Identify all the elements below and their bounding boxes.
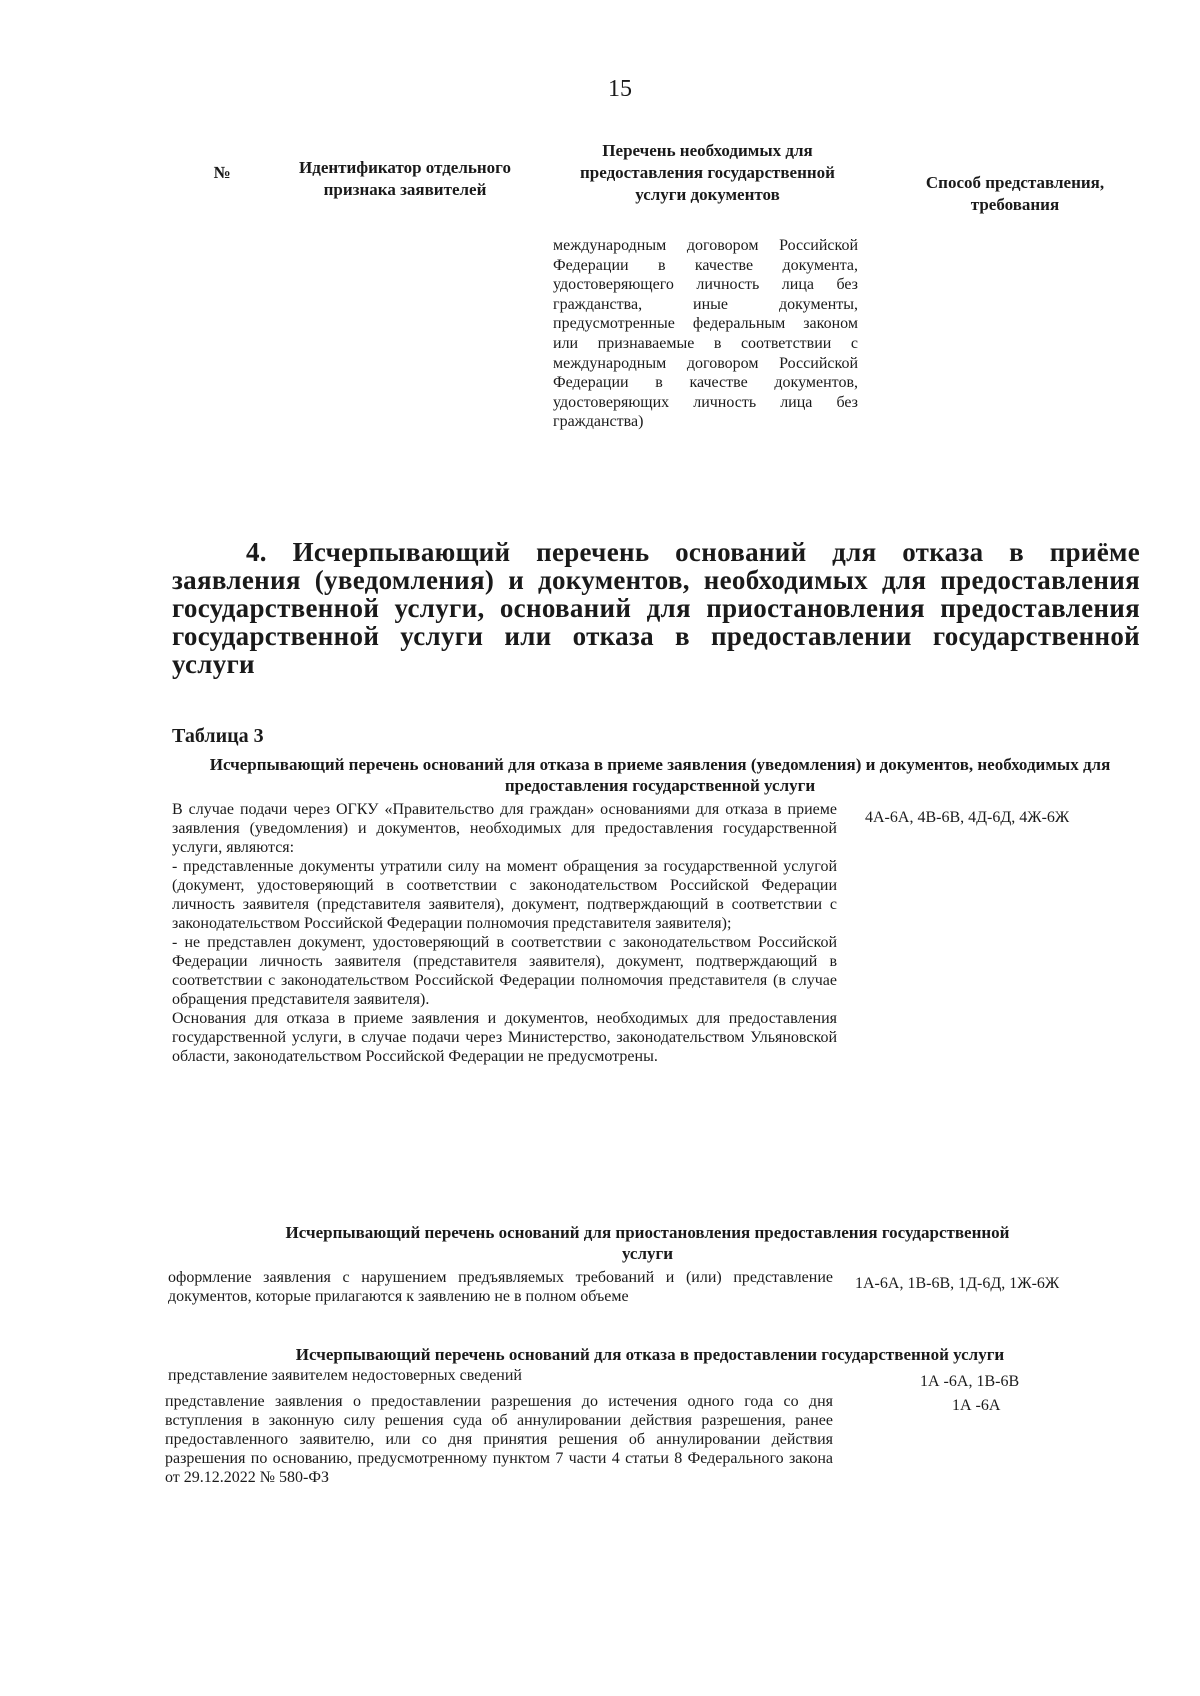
header-col-identifier: Идентификатор отдельного признака заявителей: [299, 158, 511, 199]
refusal-service-row-2-codes: 1А -6А: [952, 1397, 1001, 1414]
suspension-heading: Исчерпывающий перечень оснований для приостановления предоставления государственной услуги: [285, 1223, 1010, 1263]
refusal-acceptance-heading: Исчерпывающий перечень оснований для отказа в приеме заявления (уведомления) и документов, необходимых для предоставления государственной услуги: [209, 755, 1111, 795]
suspension-codes: 1А-6А, 1В-6В, 1Д-6Д, 1Ж-6Ж: [855, 1275, 1060, 1292]
refusal-acceptance-item-2: - не представлен документ, удостоверяющий в соответствии с законодательством Российской Федерации личность заявителя (представителя заявителя), документ, подтверждающий в соответствии с законодательством Российской Федерации полномочия представителя (в случае обращения представителя заявителя).: [172, 934, 837, 1008]
page-number: 15: [608, 76, 632, 102]
refusal-service-heading: Исчерпывающий перечень оснований для отказа в предоставлении государственной услуги: [295, 1345, 1005, 1364]
table-3-label: Таблица 3: [172, 725, 264, 747]
suspension-text: оформление заявления с нарушением предъявляемых требований и (или) представление документов, которые прилагаются к заявлению не в полном объеме: [168, 1269, 833, 1305]
refusal-acceptance-note: Основания для отказа в приеме заявления и документов, необходимых для предоставления государственной услуги, в случае подачи через Министерство, законодательством Ульяновской области, законодательством Российской Федерации не предусмотрены.: [172, 1010, 837, 1065]
refusal-service-row-1-codes: 1А -6А, 1В-6В: [920, 1373, 1020, 1390]
refusal-acceptance-intro: В случае подачи через ОГКУ «Правительство для граждан» основаниями для отказа в приеме заявления (уведомления) и документов, необходимых для предоставления государственной услуги, являются:: [172, 801, 837, 856]
continued-documents-cell: международным договором Российской Федерации в качестве документа, удостоверяющего личность лица без гражданства, иные документы, предусмотренные федеральным законом или признаваемые в соответствии с международным договором Российской Федерации в качестве документов, удостоверяющих личность лица без гражданства): [553, 237, 858, 431]
header-col-documents: Перечень необходимых для предоставления государственной услуги документов: [580, 141, 835, 204]
refusal-acceptance-text: [172, 800, 837, 1066]
section-4-title: 4. Исчерпывающий перечень оснований для отказа в приёме заявления (уведомления) и документов, необходимых для предоставления государственной услуги, оснований для приостановления предоставления государственной услуги или отказа в предоставлении государственной услуги: [172, 537, 1140, 679]
refusal-service-row-1-text: представление заявителем недостоверных сведений: [168, 1367, 522, 1384]
refusal-acceptance-item-1: - представленные документы утратили силу на момент обращения за государственной услугой (документ, удостоверяющий в соответствии с законодательством Российской Федерации личность заявителя (представителя заявителя), документ, подтверждающий в соответствии с законодательством Российской Федерации полномочия представителя заявителя);: [172, 858, 837, 932]
header-col-number: №: [213, 163, 231, 182]
header-col-method: Способ представления, требования: [925, 173, 1105, 214]
refusal-service-row-2-text: представление заявления о предоставлении разрешения до истечения одного года со дня вступления в законную силу решения суда об аннулировании действия разрешения, ранее предоставленного заявителю, или со дня принятия решения об аннулировании действия разрешения по основанию, предусмотренному пунктом 7 части 4 статьи 8 Федерального закона от 29.12.2022 № 580-ФЗ: [165, 1393, 833, 1486]
refusal-acceptance-codes: 4А-6А, 4В-6В, 4Д-6Д, 4Ж-6Ж: [865, 809, 1070, 826]
